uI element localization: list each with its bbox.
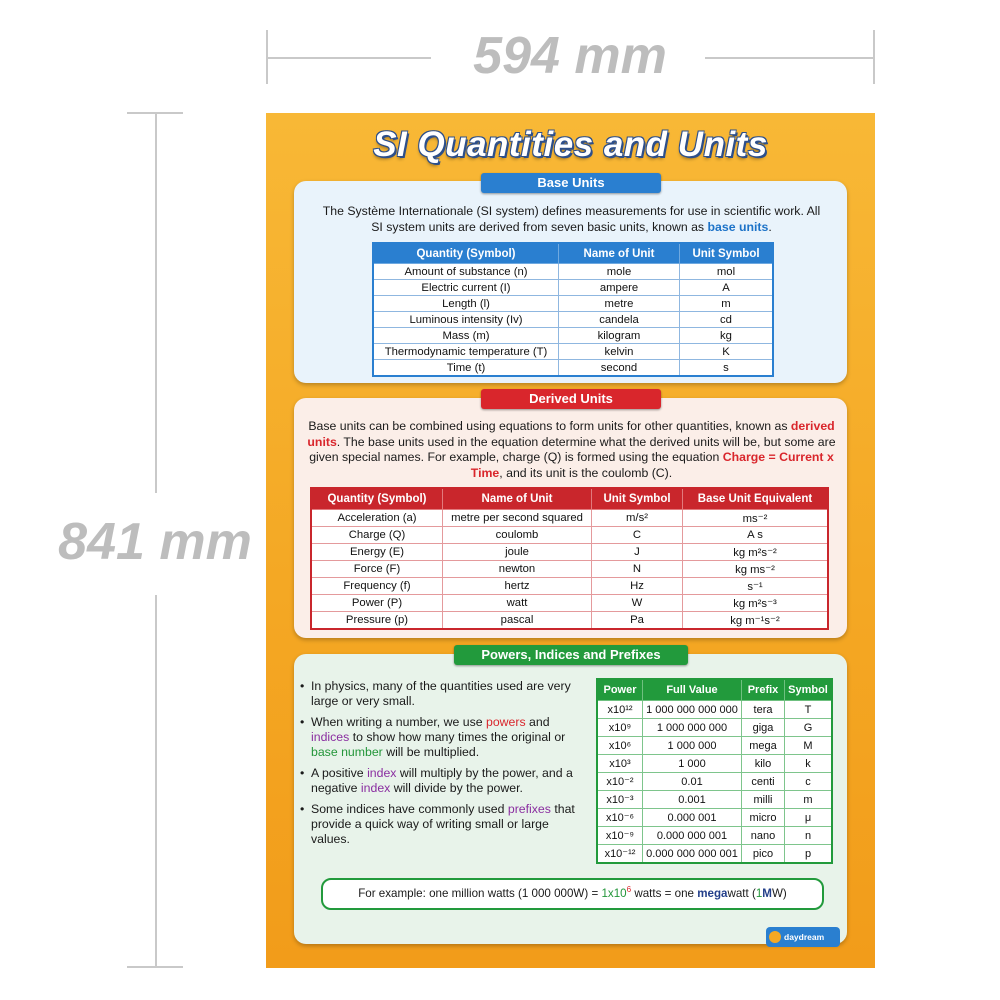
table-row xyxy=(597,809,832,827)
table-cell: ampere xyxy=(559,280,680,296)
table-cell: Pressure (p) xyxy=(311,612,443,630)
bullet-text: and xyxy=(525,715,550,729)
prefix-table xyxy=(596,678,833,864)
bullet-text: A positive xyxy=(311,766,368,780)
width-dimension-tick-left xyxy=(266,30,268,84)
table-cell: Electric current (I) xyxy=(373,280,559,296)
table-cell: nano xyxy=(742,827,785,845)
base-units-table xyxy=(372,242,774,377)
table-cell: C xyxy=(592,527,683,544)
table-cell: 1 000 000 000 xyxy=(643,719,742,737)
base-units-heading: Base Units xyxy=(481,173,661,193)
table-cell: kelvin xyxy=(559,344,680,360)
table-cell: 1 000 xyxy=(643,755,742,773)
table-row xyxy=(373,296,773,312)
table-cell: M xyxy=(785,737,833,755)
table-row xyxy=(311,561,828,578)
table-cell: m xyxy=(785,791,833,809)
table-cell: G xyxy=(785,719,833,737)
powers-bullet-list xyxy=(300,679,586,853)
derived-units-intro xyxy=(302,419,841,481)
table-cell: kilogram xyxy=(559,328,680,344)
table-cell: Hz xyxy=(592,578,683,595)
base-units-intro-text: The Système Internationale (SI system) defines measurements for use in scientific work. All SI system units are derived from seven basic units, known as xyxy=(322,204,821,234)
table-cell: joule xyxy=(443,544,592,561)
height-dimension-label: 841 mm xyxy=(58,513,252,571)
logo-icon xyxy=(769,931,781,943)
table-cell: metre per second squared xyxy=(443,510,592,527)
table-cell: giga xyxy=(742,719,785,737)
keyword-index: index xyxy=(360,781,391,795)
table-cell: 0.000 000 000 001 xyxy=(643,845,742,864)
table-cell: x10⁻⁹ xyxy=(597,827,643,845)
example-prefix-symbol: M xyxy=(762,887,772,900)
table-cell: Length (l) xyxy=(373,296,559,312)
table-cell: μ xyxy=(785,809,833,827)
table-cell: Power (P) xyxy=(311,595,443,612)
derived-units-text-3: , and its unit is the coulomb (C). xyxy=(499,465,673,480)
table-cell: x10⁻² xyxy=(597,773,643,791)
derived-units-table xyxy=(310,487,829,630)
powers-heading: Powers, Indices and Prefixes xyxy=(454,645,688,665)
table-cell: Charge (Q) xyxy=(311,527,443,544)
width-dimension-tick-right xyxy=(873,30,875,84)
table-cell: s xyxy=(680,360,774,377)
table-cell: kg m⁻¹s⁻² xyxy=(683,612,829,630)
example-text: ) xyxy=(782,887,787,900)
column-header: Prefix xyxy=(742,679,785,701)
base-units-keyword: base units xyxy=(707,219,769,234)
table-cell: A s xyxy=(683,527,829,544)
bullet-text: When writing a number, we use xyxy=(311,715,486,729)
table-row xyxy=(373,328,773,344)
example-text: watts = one xyxy=(631,887,698,900)
table-cell: Amount of substance (n) xyxy=(373,264,559,280)
bullet-text: will be multiplied. xyxy=(382,745,480,759)
table-row xyxy=(311,612,828,630)
table-cell: m/s² xyxy=(592,510,683,527)
width-dimension-label: 594 mm xyxy=(473,27,667,85)
example-text: For example: one million watts (1 000 000W) = xyxy=(358,887,602,900)
table-cell: J xyxy=(592,544,683,561)
table-cell: x10⁶ xyxy=(597,737,643,755)
width-dimension-line-left xyxy=(266,57,431,59)
table-row xyxy=(373,264,773,280)
keyword-prefixes: prefixes xyxy=(507,802,551,816)
table-cell: p xyxy=(785,845,833,864)
example-exponent: 6 xyxy=(626,885,632,895)
column-header: Name of Unit xyxy=(559,243,680,264)
table-cell: 0.01 xyxy=(643,773,742,791)
table-cell: T xyxy=(785,701,833,719)
column-header: Full Value xyxy=(643,679,742,701)
table-cell: mega xyxy=(742,737,785,755)
height-dimension-tick-bottom xyxy=(127,966,183,968)
table-row xyxy=(311,595,828,612)
table-cell: W xyxy=(592,595,683,612)
table-row xyxy=(311,544,828,561)
table-cell: kg ms⁻² xyxy=(683,561,829,578)
table-cell: m xyxy=(680,296,774,312)
table-cell: x10⁻¹² xyxy=(597,845,643,864)
table-header-row xyxy=(597,679,832,701)
table-cell: Mass (m) xyxy=(373,328,559,344)
keyword-index: index xyxy=(367,766,397,780)
table-cell: kg m²s⁻² xyxy=(683,544,829,561)
table-cell: second xyxy=(559,360,680,377)
table-row xyxy=(597,773,832,791)
table-cell: Frequency (f) xyxy=(311,578,443,595)
table-cell: pascal xyxy=(443,612,592,630)
table-cell: ms⁻² xyxy=(683,510,829,527)
table-row xyxy=(311,527,828,544)
table-row xyxy=(373,360,773,377)
table-cell: watt xyxy=(443,595,592,612)
table-cell: k xyxy=(785,755,833,773)
table-cell: Force (F) xyxy=(311,561,443,578)
table-row xyxy=(597,755,832,773)
table-cell: x10¹² xyxy=(597,701,643,719)
example-value: 1 xyxy=(755,887,763,900)
column-header: Quantity (Symbol) xyxy=(311,488,443,510)
bullet-text: In physics, many of the quantities used are very large or very small. xyxy=(311,679,571,708)
table-row xyxy=(373,312,773,328)
keyword-indices: indices xyxy=(311,730,350,744)
table-row xyxy=(373,344,773,360)
table-row xyxy=(597,791,832,809)
example-power-base: x10 xyxy=(607,887,627,900)
column-header: Name of Unit xyxy=(443,488,592,510)
table-cell: metre xyxy=(559,296,680,312)
table-row xyxy=(373,280,773,296)
table-cell: Thermodynamic temperature (T) xyxy=(373,344,559,360)
table-cell: x10⁻³ xyxy=(597,791,643,809)
table-cell: Luminous intensity (Iv) xyxy=(373,312,559,328)
table-cell: kg xyxy=(680,328,774,344)
width-dimension-line-right xyxy=(705,57,875,59)
column-header: Unit Symbol xyxy=(592,488,683,510)
table-cell: 0.000 000 001 xyxy=(643,827,742,845)
table-cell: c xyxy=(785,773,833,791)
height-dimension-line-bottom xyxy=(155,595,157,968)
table-row xyxy=(311,578,828,595)
table-cell: Energy (E) xyxy=(311,544,443,561)
poster xyxy=(266,113,875,968)
bullet-text: to show how many times the original or xyxy=(349,730,566,744)
table-cell: newton xyxy=(443,561,592,578)
table-cell: kilo xyxy=(742,755,785,773)
column-header: Base Unit Equivalent xyxy=(683,488,829,510)
column-header: Power xyxy=(597,679,643,701)
table-row xyxy=(597,719,832,737)
column-header: Quantity (Symbol) xyxy=(373,243,559,264)
table-header-row xyxy=(311,488,828,510)
table-cell: 1 000 000 000 000 xyxy=(643,701,742,719)
table-cell: Time (t) xyxy=(373,360,559,377)
poster-title: SI Quantities and Units xyxy=(373,125,768,164)
height-dimension-line-top xyxy=(155,113,157,493)
example-unit: W xyxy=(771,887,783,900)
table-row xyxy=(311,510,828,527)
keyword-base-number: base number xyxy=(311,745,383,759)
table-cell: centi xyxy=(742,773,785,791)
table-cell: s⁻¹ xyxy=(683,578,829,595)
example-prefix: mega xyxy=(697,887,728,900)
table-row xyxy=(597,701,832,719)
table-cell: x10³ xyxy=(597,755,643,773)
derived-units-text-2: . The base units used in the equation determine what the derived units will be, but some are given special names. For example, charge (Q) is formed using the equation xyxy=(309,434,836,464)
table-cell: x10⁹ xyxy=(597,719,643,737)
derived-units-keyword: derived units xyxy=(307,419,835,449)
charge-equation: Charge = Current x Time xyxy=(470,450,834,480)
bullet-text: Some indices have commonly used xyxy=(311,802,508,816)
derived-units-heading: Derived Units xyxy=(481,389,661,409)
table-cell: hertz xyxy=(443,578,592,595)
column-header: Symbol xyxy=(785,679,833,701)
bullet-text: that provide a quick way of writing small or large values. xyxy=(311,802,575,846)
table-cell: coulomb xyxy=(443,527,592,544)
table-row xyxy=(597,737,832,755)
example-coefficient: 1 xyxy=(601,887,608,900)
table-header-row xyxy=(373,243,773,264)
table-cell: milli xyxy=(742,791,785,809)
table-cell: n xyxy=(785,827,833,845)
column-header: Unit Symbol xyxy=(680,243,774,264)
table-cell: 0.001 xyxy=(643,791,742,809)
table-cell: pico xyxy=(742,845,785,864)
list-item xyxy=(300,802,586,847)
table-cell: N xyxy=(592,561,683,578)
table-cell: mol xyxy=(680,264,774,280)
list-item xyxy=(300,715,586,760)
table-cell: Acceleration (a) xyxy=(311,510,443,527)
table-cell: A xyxy=(680,280,774,296)
bullet-text: will divide by the power. xyxy=(390,781,523,795)
keyword-powers: powers xyxy=(485,715,526,729)
example-box xyxy=(321,878,824,910)
table-cell: kg m²s⁻³ xyxy=(683,595,829,612)
table-cell: Pa xyxy=(592,612,683,630)
table-cell: K xyxy=(680,344,774,360)
table-cell: 1 000 000 xyxy=(643,737,742,755)
base-units-intro-end: . xyxy=(768,219,772,234)
table-row xyxy=(597,845,832,864)
height-dimension-tick-top xyxy=(127,112,183,114)
example-text: watt ( xyxy=(727,887,756,900)
table-cell: tera xyxy=(742,701,785,719)
table-row xyxy=(597,827,832,845)
table-cell: 0.000 001 xyxy=(643,809,742,827)
derived-units-text-1: Base units can be combined using equations to form units for other quantities, known as xyxy=(308,419,791,433)
table-cell: x10⁻⁶ xyxy=(597,809,643,827)
table-cell: cd xyxy=(680,312,774,328)
list-item xyxy=(300,679,586,709)
list-item xyxy=(300,766,586,796)
base-units-intro xyxy=(318,204,825,235)
logo-text: daydream xyxy=(784,932,825,942)
table-cell: candela xyxy=(559,312,680,328)
bullet-text: will multiply by the power, and a negative xyxy=(311,766,573,795)
table-cell: mole xyxy=(559,264,680,280)
table-cell: micro xyxy=(742,809,785,827)
daydream-logo xyxy=(766,927,840,947)
